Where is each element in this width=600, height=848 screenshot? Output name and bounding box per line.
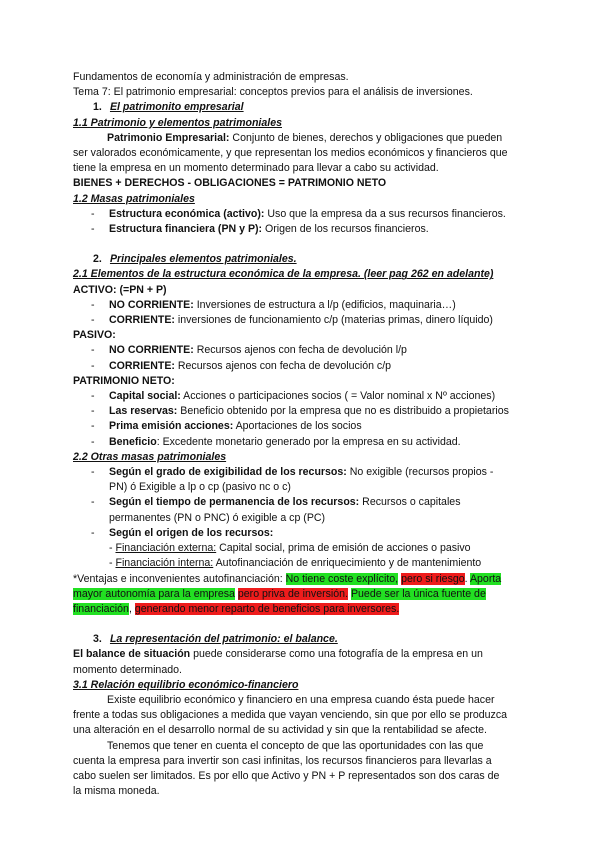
highlight-green: Puede ser la única fuente de bbox=[350, 587, 486, 600]
definition-text: Conjunto de bienes, derechos y obligaciones que pueden bbox=[229, 131, 503, 144]
section-number: 3. bbox=[93, 633, 102, 646]
item-continuation: permanentes (PN o PNC) ó exigible a cp (PC) bbox=[109, 511, 326, 524]
subsection-1-1-heading: 1.1 Patrimonio y elementos patrimoniales bbox=[73, 116, 282, 129]
item-term: CORRIENTE: bbox=[109, 314, 175, 327]
item-term: Las reservas: bbox=[109, 405, 178, 418]
item-text: Aportaciones de los socios bbox=[233, 420, 362, 433]
item-text: : Excedente monetario generado por la empresa en su actividad. bbox=[156, 435, 461, 448]
item-term: Capital social: bbox=[109, 390, 181, 403]
sub-item-internal bbox=[73, 556, 533, 571]
balance-line bbox=[73, 647, 533, 662]
section-title: Principales elementos patrimoniales. bbox=[109, 253, 297, 266]
item-text: Origen de los recursos financieros. bbox=[262, 223, 429, 236]
item-text: Acciones o participaciones socios ( = Valor nominal x Nº acciones) bbox=[180, 390, 496, 403]
paragraph-line: la misma moneda. bbox=[73, 785, 160, 798]
activo-label: ACTIVO: (=PN + P) bbox=[73, 283, 167, 296]
ventajas-label: *Ventajas e inconvenientes autofinanciación: bbox=[73, 572, 286, 585]
item-term: Estructura económica (activo): bbox=[109, 207, 265, 220]
section-title: El patrimonito empresarial bbox=[109, 101, 244, 114]
item-continuation: PN) ó Exigible a lp o cp (pasivo nc o c) bbox=[109, 481, 291, 494]
item-term: Según el tiempo de permanencia de los recursos: bbox=[109, 496, 360, 509]
list-item: - NO CORRIENTE: Inversiones de estructura a l/p (edificios, maquinaria…) bbox=[91, 298, 456, 311]
doc-header-line2: Tema 7: El patrimonio empresarial: conceptos previos para el análisis de inversiones. bbox=[73, 86, 473, 99]
doc-header-line1: Fundamentos de economía y administración de empresas. bbox=[73, 71, 349, 83]
item-term: Según el grado de exigibilidad de los recursos: bbox=[109, 466, 347, 479]
definition-line bbox=[73, 131, 533, 146]
item-term: Según el origen de los recursos: bbox=[109, 526, 274, 539]
item-term: NO CORRIENTE: bbox=[109, 344, 194, 357]
item-text: Inversiones de estructura a l/p (edificios, maquinaria…) bbox=[193, 298, 456, 311]
paragraph-line: Tenemos que tener en cuenta el concepto de que las oportunidades con las que bbox=[107, 739, 484, 752]
item-text: Recursos ajenos con fecha de devolución l/p bbox=[193, 344, 407, 357]
highlight-green: Aporta bbox=[469, 572, 502, 585]
ventajas-line: *Ventajas e inconvenientes autofinanciación: No tiene coste explícito, pero si riesgo. Aporta bbox=[73, 572, 502, 585]
paragraph-line: una alteración en el desarrollo normal de su actividad y sin que la rentabilidad se afecte. bbox=[73, 724, 487, 737]
balance-line: momento determinado. bbox=[73, 663, 182, 676]
section-3-heading bbox=[73, 632, 533, 647]
ventajas-line: financiación, generando menor reparto de beneficios para inversores. bbox=[73, 602, 400, 615]
item-term: Beneficio bbox=[109, 435, 157, 448]
item-term: Estructura financiera (PN y P): bbox=[109, 223, 263, 236]
highlight-green: No tiene coste explícito, bbox=[285, 572, 399, 585]
list-item: - Beneficio: Excedente monetario generado por la empresa en su actividad. bbox=[91, 435, 461, 448]
highlight-green: mayor autonomía para la empresa bbox=[73, 587, 235, 600]
definition-line: tiene la empresa en un momento determinado para llevar a cabo su actividad. bbox=[73, 162, 439, 175]
document-page bbox=[73, 70, 533, 799]
sub-label: Financiación interna: bbox=[115, 557, 214, 570]
list-item: - Según el tiempo de permanencia de los recursos: Recursos o capitales bbox=[91, 496, 461, 509]
paragraph-line: Existe equilibrio económico y financiero en una empresa cuando ésta puede hacer bbox=[107, 693, 495, 706]
list-item: - NO CORRIENTE: Recursos ajenos con fecha de devolución l/p bbox=[91, 344, 407, 357]
section-title: La representación del patrimonio: el balance. bbox=[109, 633, 338, 646]
paragraph-line: frente a todas sus obligaciones a medida que vayan venciendo, sin que por ello se produzca bbox=[73, 709, 508, 722]
list-item: - CORRIENTE: inversiones de funcionamiento c/p (materias primas, dinero líquido) bbox=[91, 314, 493, 327]
paragraph-line: cuenta la empresa para invertir son casi infinitas, los recursos financieros para llevarlas a bbox=[73, 754, 492, 767]
subsection-1-2-heading: 1.2 Masas patrimoniales bbox=[73, 192, 195, 205]
section-number: 1. bbox=[93, 101, 102, 114]
paragraph-line: cabo suelen ser limitados. Es por ello que Activo y PN + P representados son dos caras de bbox=[73, 769, 500, 782]
sub-dash: - bbox=[109, 557, 116, 570]
item-text: Recursos o capitales bbox=[359, 496, 461, 509]
section-2-heading bbox=[73, 252, 533, 267]
balance-text: puede considerarse como una fotografía de la empresa en un bbox=[190, 648, 483, 661]
sub-label: Financiación externa: bbox=[115, 542, 217, 555]
list-item: - Estructura económica (activo): Uso que la empresa da a sus recursos financieros. bbox=[91, 207, 506, 220]
pasivo-label: PASIVO: bbox=[73, 329, 116, 342]
list-item: - Según el origen de los recursos: bbox=[91, 526, 274, 539]
list-item: - Capital social: Acciones o participaciones socios ( = Valor nominal x Nº acciones) bbox=[91, 390, 496, 403]
sub-text: Autofinanciación de enriquecimiento y de mantenimiento bbox=[213, 557, 482, 570]
highlight-red: pero si riesgo bbox=[401, 572, 465, 585]
list-item: - Prima emisión acciones: Aportaciones de los socios bbox=[91, 420, 362, 433]
item-text: inversiones de funcionamiento c/p (materias primas, dinero líquido) bbox=[174, 314, 493, 327]
item-text: Recursos ajenos con fecha de devolución c/p bbox=[174, 359, 392, 372]
list-item: - Estructura financiera (PN y P): Origen de los recursos financieros. bbox=[91, 223, 429, 236]
item-term: Prima emisión acciones: bbox=[109, 420, 234, 433]
highlight-green: financiación bbox=[73, 602, 129, 615]
item-text: Beneficio obtenido por la empresa que no es distribuido a propietarios bbox=[177, 405, 509, 418]
pn-label: PATRIMONIO NETO: bbox=[73, 374, 175, 387]
item-term: NO CORRIENTE: bbox=[109, 298, 194, 311]
section-1-heading bbox=[73, 100, 533, 115]
list-item: - CORRIENTE: Recursos ajenos con fecha de devolución c/p bbox=[91, 359, 392, 372]
subsection-2-1-heading: 2.1 Elementos de la estructura económica de la empresa. (leer pag 262 en adelante) bbox=[73, 268, 494, 281]
ventajas-line bbox=[73, 587, 533, 602]
subsection-3-1-heading: 3.1 Relación equilibrio económico-financiero bbox=[73, 678, 299, 691]
item-term: CORRIENTE: bbox=[109, 359, 175, 372]
sub-item-external bbox=[73, 541, 533, 556]
item-text: No exigible (recursos propios - bbox=[346, 466, 494, 479]
definition-line: ser valorados económicamente, y que representan los medios económicos y financieros que bbox=[73, 147, 508, 160]
list-item: - Las reservas: Beneficio obtenido por la empresa que no es distribuido a propietarios bbox=[91, 405, 509, 418]
highlight-red: generando menor reparto de beneficios para inversores. bbox=[134, 602, 400, 615]
blank-line bbox=[73, 617, 533, 632]
subsection-2-2-heading: 2.2 Otras masas patrimoniales bbox=[73, 450, 227, 463]
list-item: - Según el grado de exigibilidad de los recursos: No exigible (recursos propios - bbox=[91, 466, 494, 479]
blank-line bbox=[73, 237, 533, 252]
equation: BIENES + DERECHOS - OBLIGACIONES = PATRIMONIO NETO bbox=[73, 177, 387, 190]
section-number: 2. bbox=[93, 253, 102, 266]
item-text: Uso que la empresa da a sus recursos financieros. bbox=[264, 207, 506, 220]
highlight-red: pero priva de inversión. bbox=[237, 587, 349, 600]
definition-term: Patrimonio Empresarial: bbox=[107, 131, 230, 144]
sub-text: Capital social, prima de emisión de acciones o pasivo bbox=[216, 542, 471, 555]
balance-term: El balance de situación bbox=[73, 648, 191, 661]
sub-dash: - bbox=[109, 542, 116, 555]
